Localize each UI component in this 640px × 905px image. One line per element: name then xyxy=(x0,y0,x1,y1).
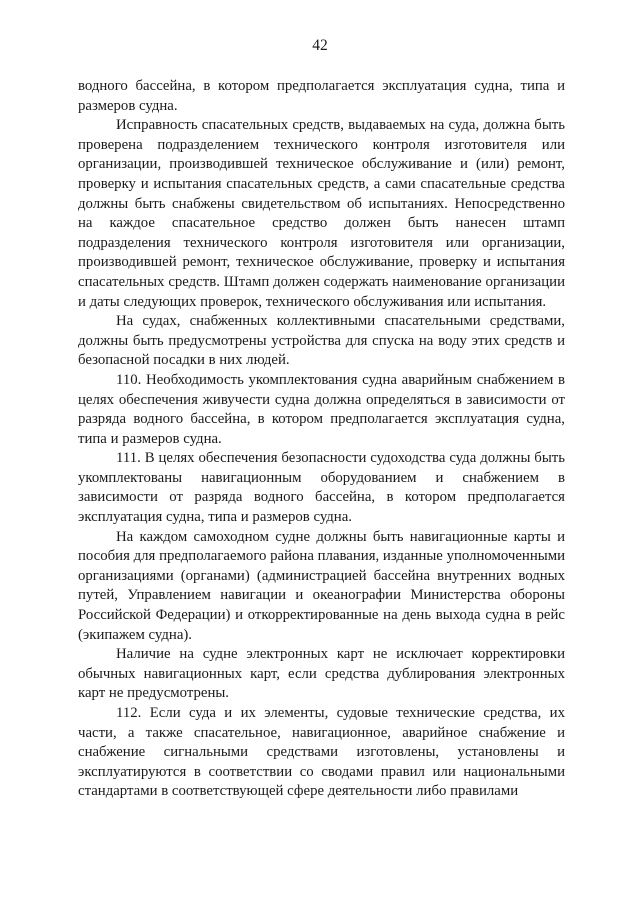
paragraph-navigation-charts: На каждом самоходном судне должны быть навигационные карты и пособия для предполагаемого района плавания, изданные уполномоченными организациями (органами) (администрацией бассейна внутренних водных путей, Управлением навигации и океанографии Министерства обороны Российской Федерации) и откорректированные на день выхода судна в рейс (экипажем судна). xyxy=(78,528,565,643)
paragraph-continuation: водного бассейна, в котором предполагается эксплуатация судна, типа и размеров судна. xyxy=(78,78,565,114)
paragraph-lifesaving-inspection: Исправность спасательных средств, выдаваемых на суда, должна быть проверена подразделением технического контроля изготовителя или организации, производившей техническое обслуживание и (или) ремонт, проверку и испытания спасательных средств, а сами спасательные средства должны быть снабжены свидетельством об испытаниях. Непосредственно на каждое спасательное средство должен быть нанесен штамп подразделения технического контроля изготовителя или организации, производившей ремонт, техническое обслуживание, проверку и испытания спасательных средств. Штамп должен содержать наименование организации и даты следующих проверок, технического обслуживания или испытания. xyxy=(78,117,565,310)
paragraph-electronic-charts: Наличие на судне электронных карт не исключает корректировки обычных навигационных карт, если средства дублирования электронных карт не предусмотрены. xyxy=(78,646,565,702)
page-number: 42 xyxy=(312,37,328,54)
paragraph-111: 111. В целях обеспечения безопасности судоходства суда должны быть укомплектованы навигационным оборудованием и снабжением в зависимости от разряда водного бассейна, в котором предполагается эксплуатация судна, типа и размеров судна. xyxy=(78,450,565,526)
document-body xyxy=(78,77,565,802)
paragraph-112: 112. Если суда и их элементы, судовые технические средства, их части, а также спасательное, навигационное, аварийное снабжение и снабжение сигнальными средствами изготовлены, установлены и эксплуатируются в соответствии со сводами правил или национальными стандартами в соответствующей сфере деятельности либо правилами xyxy=(78,705,565,800)
paragraph-110: 110. Необходимость укомплектования судна аварийным снабжением в целях обеспечения живучести судна должна определяться в зависимости от разряда водного бассейна, в котором предполагается эксплуатация судна, типа и размеров судна. xyxy=(78,371,565,447)
paragraph-collective-lifesaving: На судах, снабженных коллективными спасательными средствами, должны быть предусмотрены устройства для спуска на воду этих средств и безопасной посадки в них людей. xyxy=(78,313,565,369)
